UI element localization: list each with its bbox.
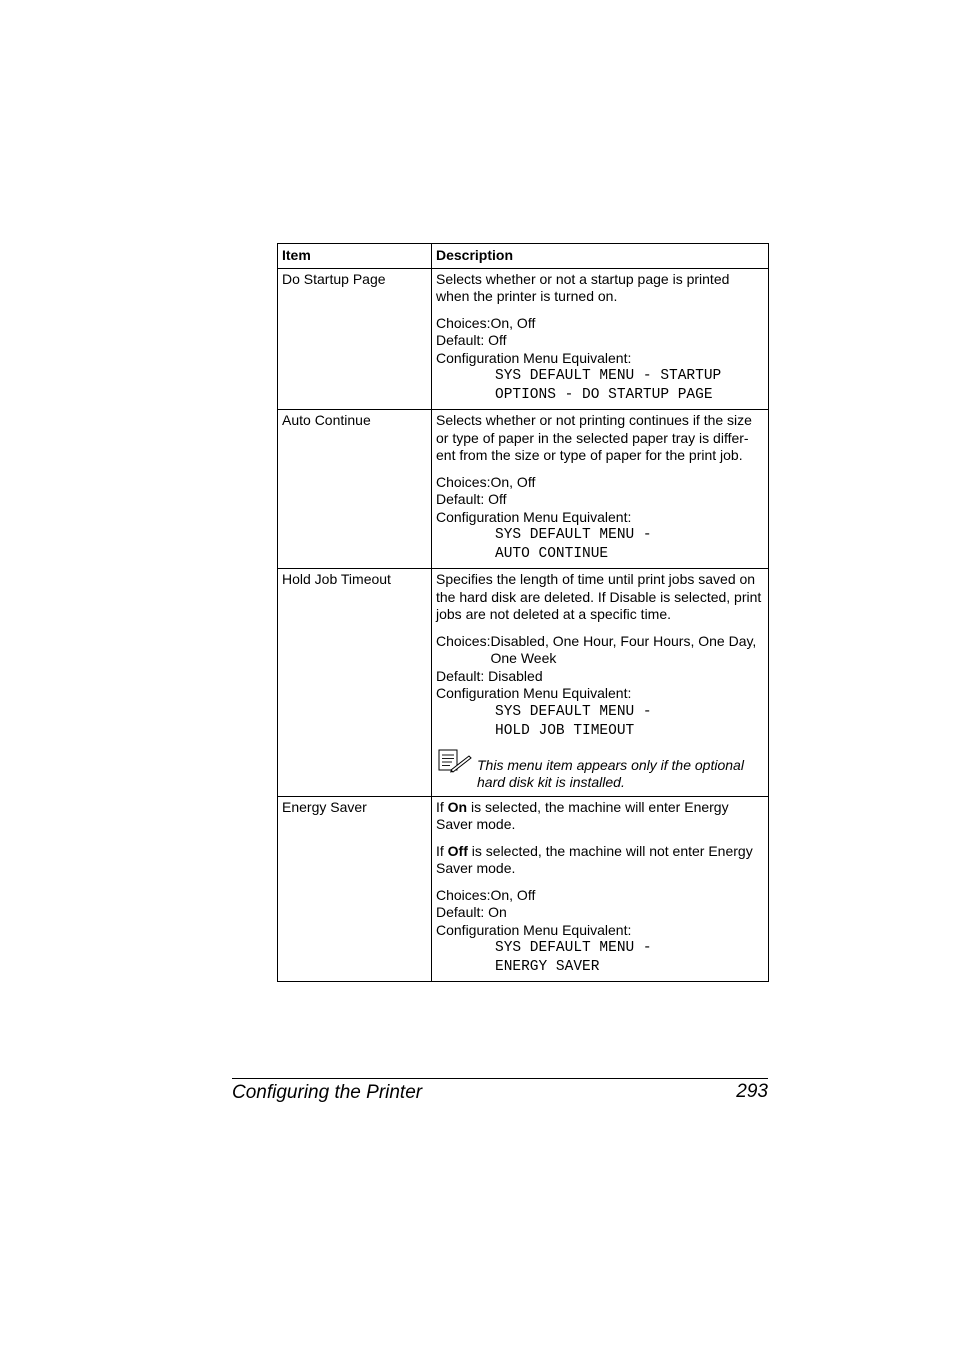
table-header-row <box>278 244 769 269</box>
default-line: Default: Off <box>436 332 507 348</box>
column-header-item: Item <box>278 244 432 269</box>
choices-label: Choices: <box>436 632 491 649</box>
description-text: Selects whether or not printing continues if the size or type of paper in the selected paper tray is differ-ent from the size or type of paper for the print job. <box>436 412 752 463</box>
on-keyword: On <box>447 798 468 815</box>
menu-path-line-1: SYS DEFAULT MENU - STARTUP <box>495 368 722 384</box>
note-text: This menu item appears only if the optional hard disk kit is installed. <box>477 756 744 790</box>
choices-label: Choices: <box>436 314 491 331</box>
item-description <box>432 410 769 569</box>
footer-chapter-title: Configuring the Printer <box>232 1082 423 1103</box>
off-rest-text: is selected, the machine will not enter Energy Saver mode. <box>436 842 753 876</box>
menu-path-line-2: OPTIONS - DO STARTUP PAGE <box>495 387 713 403</box>
table-row <box>278 410 769 569</box>
table-row <box>278 268 769 410</box>
config-label: Configuration Menu Equivalent: <box>436 508 632 525</box>
table-row <box>278 569 769 797</box>
note-pencil-icon <box>438 749 472 773</box>
choices-label: Choices: <box>436 473 491 490</box>
config-label: Configuration Menu Equivalent: <box>436 685 632 701</box>
item-name: Do Startup Page <box>278 268 432 410</box>
item-description <box>432 569 769 797</box>
column-header-description: Description <box>432 244 769 269</box>
item-name: Hold Job Timeout <box>278 569 432 797</box>
menu-path-line-1: SYS DEFAULT MENU - <box>495 527 652 543</box>
choices-value: Disabled, One Hour, Four Hours, One Day, One Week <box>490 632 757 666</box>
page-number: 293 <box>736 1081 768 1102</box>
config-label: Configuration Menu Equivalent: <box>436 921 632 938</box>
default-line: Default: Off <box>436 491 507 507</box>
choices-value: On, Off <box>490 314 536 331</box>
off-keyword: Off <box>447 842 468 859</box>
choices-label: Choices: <box>436 886 491 903</box>
table-row <box>278 796 769 982</box>
on-description <box>436 799 764 834</box>
description-text: Selects whether or not a startup page is printed when the printer is turned on. <box>436 270 730 304</box>
menu-path-line-2: ENERGY SAVER <box>495 959 600 975</box>
config-label: Configuration Menu Equivalent: <box>436 349 632 366</box>
choices-value: On, Off <box>490 886 536 903</box>
item-description <box>432 268 769 410</box>
note-box <box>436 751 764 792</box>
menu-path-line-1: SYS DEFAULT MENU - <box>495 703 652 720</box>
menu-path-line-1: SYS DEFAULT MENU - <box>495 940 652 956</box>
choices-line <box>436 887 764 905</box>
default-line: Default: On <box>436 904 507 920</box>
settings-table <box>277 243 769 982</box>
description-text: Specifies the length of time until print jobs saved on the hard disk are deleted. If Disable is selected, print jobs are not deleted at a specific time. <box>436 571 762 622</box>
if-word: If <box>436 842 448 859</box>
item-description <box>432 796 769 982</box>
on-rest-text: is selected, the machine will enter Energy Saver mode. <box>436 798 729 832</box>
choices-value: On, Off <box>490 473 536 490</box>
choices-line <box>436 633 764 668</box>
choices-line <box>436 474 764 492</box>
default-line: Default: Disabled <box>436 667 543 684</box>
menu-path-line-2: AUTO CONTINUE <box>495 546 609 562</box>
item-name: Energy Saver <box>278 796 432 982</box>
item-name: Auto Continue <box>278 410 432 569</box>
menu-path-line-2: HOLD JOB TIMEOUT <box>495 722 635 739</box>
choices-line <box>436 315 764 333</box>
off-description <box>436 843 764 878</box>
if-word: If <box>436 798 448 815</box>
footer-divider <box>232 1078 768 1079</box>
